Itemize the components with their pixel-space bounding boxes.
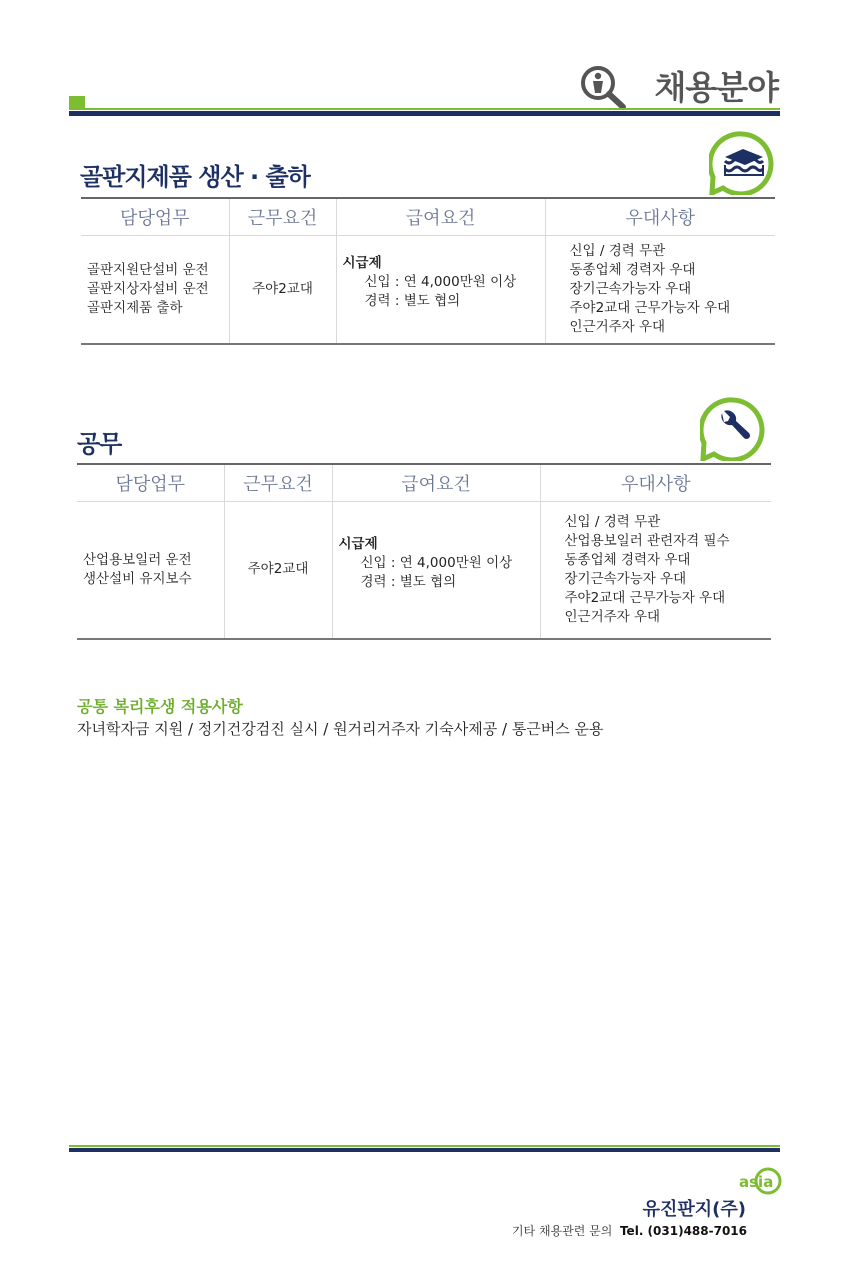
duty-cell [81,236,229,344]
duty-line: 골판지제품 출하 [87,299,183,316]
wrench-icon [700,397,766,465]
header-accent-block [69,96,85,110]
section-title: 골판지제품 생산 · 출하 [80,163,310,191]
page-title: 채용분야 [654,68,778,107]
contact-info [512,1222,747,1239]
work-condition: 주야2교대 [229,236,336,344]
preference-item: 장기근속가능자 우대 [564,570,687,587]
col-duty: 담당업무 [81,198,229,236]
welfare-title: 공통 복리후생 적용사항 [77,697,243,716]
col-wage: 급여요건 [336,198,545,236]
preference-cell [540,502,771,639]
preference-item: 주야2교대 근무가능자 우대 [569,299,731,316]
preference-item: 주야2교대 근무가능자 우대 [564,589,726,606]
wage-line: 경력 : 별도 협의 [360,574,457,591]
col-condition: 근무요건 [224,464,332,502]
job-table-production [81,197,775,345]
welfare-text: 자녀학자금 지원 / 정기건강검진 실시 / 원거리거주자 기숙사제공 / 통근버스 운용 [77,720,604,738]
col-wage: 급여요건 [332,464,540,502]
preference-item: 동종업체 경력자 우대 [569,261,696,278]
preference-item: 동종업체 경력자 우대 [564,551,691,568]
col-condition: 근무요건 [229,198,336,236]
svg-text:asia: asia [739,1173,774,1191]
contact-label: 기타 채용관련 문의 [511,1224,613,1238]
wage-line: 신입 : 연 4,000만원 이상 [364,273,517,290]
asia-logo [737,1166,783,1198]
wage-type: 시급제 [342,254,382,271]
duty-line: 산업용보일러 운전 [83,551,192,568]
col-preference: 우대사항 [545,198,775,236]
contact-tel: Tel. (031)488-7016 [619,1224,747,1238]
preference-item: 인근거주자 우대 [569,318,666,335]
recruit-search-icon [579,64,627,110]
preference-item: 신입 / 경력 무관 [564,513,661,530]
duty-line: 골판지원단설비 운전 [87,261,209,278]
preference-item: 인근거주자 우대 [564,608,661,625]
work-condition: 주야2교대 [224,502,332,639]
preference-cell [545,236,775,344]
section-title: 공무 [77,430,122,458]
corrugated-board-icon [709,131,775,199]
job-table-maintenance [77,463,771,640]
duty-cell [77,502,224,639]
preference-item: 신입 / 경력 무관 [569,242,666,259]
wage-cell [332,502,540,639]
col-preference: 우대사항 [540,464,771,502]
header-rule-green [69,108,780,110]
footer-rule-green [69,1145,780,1147]
preference-item: 산업용보일러 관련자격 필수 [564,532,730,549]
duty-line: 생산설비 유지보수 [83,570,192,587]
duty-line: 골판지상자설비 운전 [87,280,209,297]
company-name: 유진판지(주) [642,1199,746,1220]
col-duty: 담당업무 [77,464,224,502]
footer-rule-navy [69,1148,780,1152]
preference-item: 장기근속가능자 우대 [569,280,692,297]
wage-type: 시급제 [338,536,378,553]
header-rule-navy [69,111,780,116]
wage-line: 신입 : 연 4,000만원 이상 [360,555,513,572]
wage-line: 경력 : 별도 협의 [364,292,461,309]
wage-cell [336,236,545,344]
